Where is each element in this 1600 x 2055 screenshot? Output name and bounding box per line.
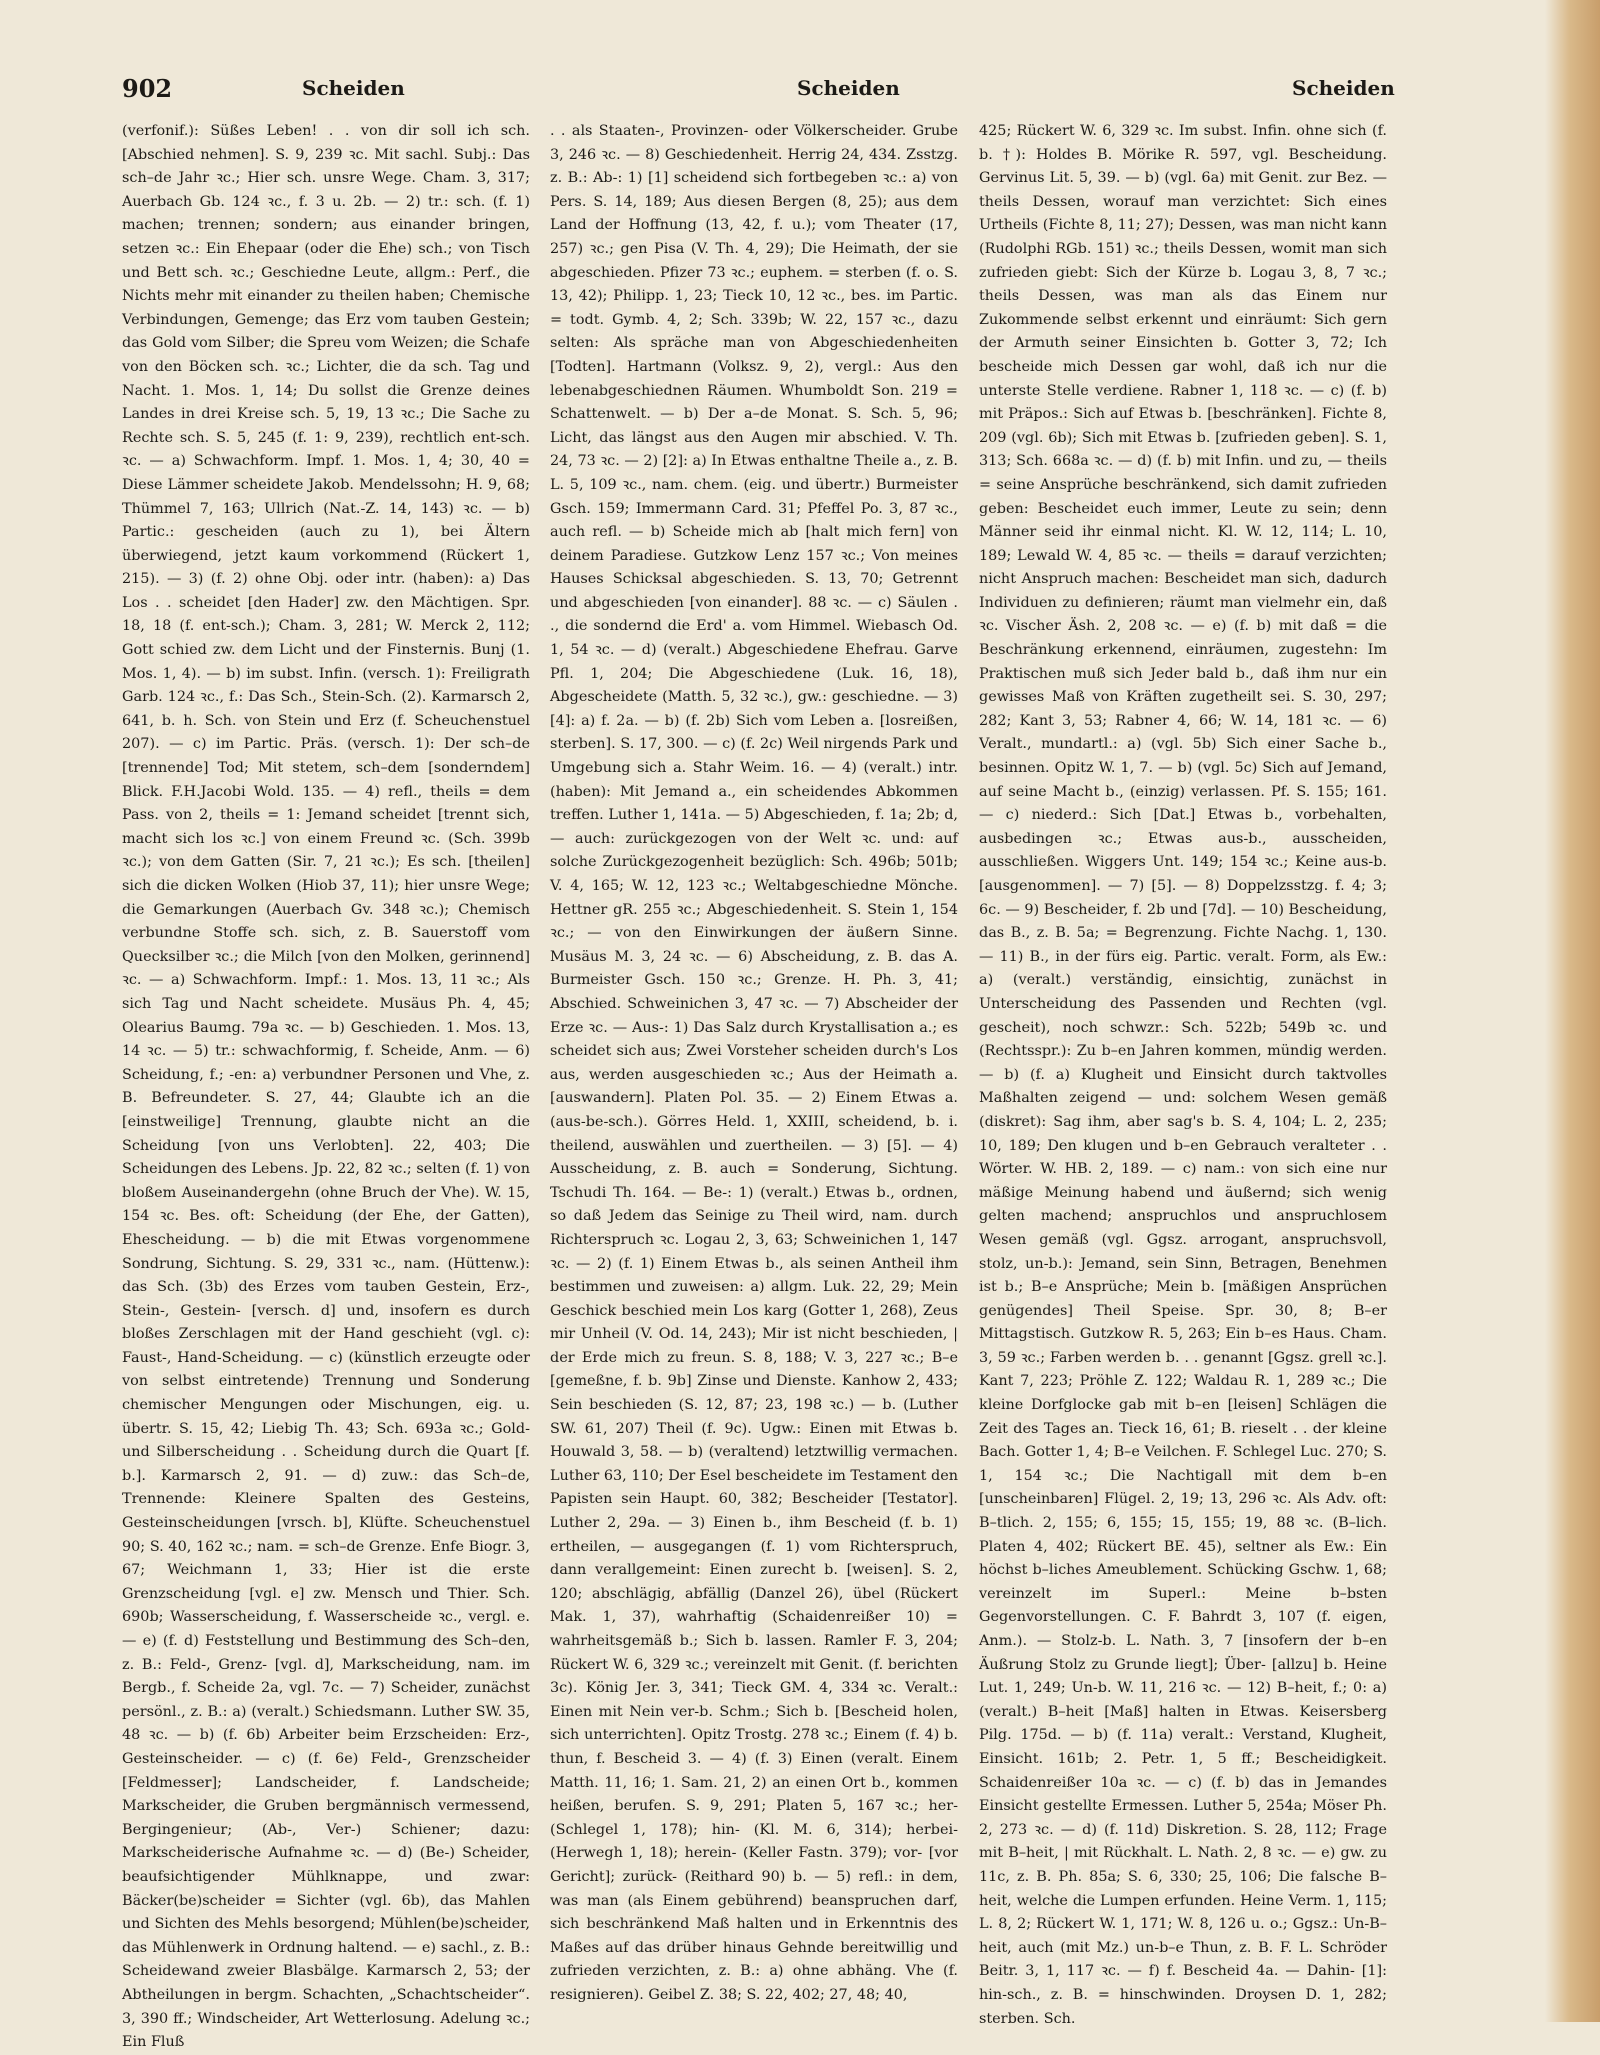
running-header <box>122 74 1395 114</box>
column-right-text: 425; Rückert W. 6, 329 ꝛc. Im subst. Infin. ohne sich (f. b. †): Holdes B. Mörike R. 597, vgl. Bescheidung. Gervinus Lit. 5, 39. — b) (vgl. 6a) mit Genit. zur Bez. — theils Dessen, worauf man verzichtet: Sich eines Urtheils (Fichte 8, 11; 27); Dessen, was man nicht kann (Rudolphi RGb. 151) ꝛc.; theils Dessen, womit man sich zufrieden giebt: Sich der Kürze b. Logau 3, 8, 7 ꝛc.; theils Dessen, was man als das Einem nur Zukommende selbst erkennt und einräumt: Sich gern der Armuth seiner Einsichten b. Gotter 3, 72; Ich bescheide mich Dessen gar wohl, daß ich nur die unterste Stelle verdiene. Rabner 1, 118 ꝛc. — c) (f. b) mit Präpos.: Sich auf Etwas b. [beschränken]. Fichte 8, 209 (vgl. 6b); Sich mit Etwas b. [zufrieden geben]. S. 1, 313; Sch. 668a ꝛc. — d) (f. b) mit Infin. und zu, — theils = seine Ansprüche beschränkend, sich damit zufrieden geben: Bescheidet euch immer, Leute zu sein; denn Männer seid ihr einmal nicht. Kl. W. 12, 114; L. 10, 189; Lewald W. 4, 85 ꝛc. — theils = darauf verzichten; nicht Anspruch machen: Bescheidet man sich, dadurch Individuen zu definieren; räumt man vielmehr ein, daß ꝛc. Vischer Äsh. 2, 208 ꝛc. — e) (f. b) mit daß = die Beschränkung erkennend, einräumen, zugestehn: Im Praktischen muß sich Jeder bald b., daß ihm nur ein gewisses Maß von Kräften zugetheilt sei. S. 30, 297; 282; Kant 3, 53; Rabner 4, 66; W. 14, 181 ꝛc. — 6) Veralt., mundartl.: a) (vgl. 5b) Sich einer Sache b., besinnen. Opitz W. 1, 7. — b) (vgl. 5c) Sich auf Jemand, auf seine Macht b., (einzig) verlassen. Pf. S. 155; 161. — c) niederd.: Sich [Dat.] Etwas b., vorbehalten, ausbedingen ꝛc.; Etwas aus-b., ausscheiden, ausschließen. Wiggers Unt. 149; 154 ꝛc.; Keine aus-b. [ausgenommen]. — 7) [5]. — 8) Doppelzsstzg. f. 4; 3; 6c. — 9) Bescheider, f. 2b und [7d]. — 10) Bescheidung, das B., z. B. 5a; = Begrenzung. Fichte Nachg. 1, 130. — 11) B., in der fürs eig. Partic. veralt. Form, als Ew.: a) (veralt.) verständig, einsichtig, zunächst in Unterscheidung des Passenden und Rechten (vgl. gescheit), noch schwzr.: Sch. 522b; 549b ꝛc. und (Rechtsspr.): Zu b–en Jahren kommen, mündig werden. — b) (f. a) Klugheit und Einsicht durch taktvolles Maßhalten zeigend — und: solchem Wesen gemäß (diskret): Sag ihm, aber sag's b. S. 4, 104; L. 2, 235; 10, 189; Den klugen und b–en Gebrauch veralteter . . Wörter. W. HB. 2, 189. — c) nam.: von sich eine nur mäßige Meinung habend und äußernd; sich wenig gelten machend; anspruchlos und anspruchlosem Wesen gemäß (vgl. Ggsz. arrogant, anspruchsvoll, stolz, un-b.): Jemand, sein Sinn, Betragen, Benehmen ist b.; B–e Ansprüche; Mein b. [mäßigen Ansprüchen genügendes] Theil Speise. Spr. 30, 8; B–er Mittagstisch. Gutzkow R. 5, 263; Ein b–es Haus. Cham. 3, 59 ꝛc.; Farben werden b. . . genannt [Ggsz. grell ꝛc.]. Kant 7, 223; Pröhle Z. 122; Waldau R. 1, 289 ꝛc.; Die kleine Dorfglocke gab mit b–en [leisen] Schlägen die Zeit des Tages an. Tieck 16, 61; B. rieselt . . der kleine Bach. Gotter 1, 4; B–e Veilchen. F. Schlegel Luc. 270; S. 1, 154 ꝛc.; Die Nachtigall mit dem b–en [unscheinbaren] Flügel. 2, 19; 13, 296 ꝛc. Als Adv. oft: B–tlich. 2, 155; 6, 155; 15, 155; 19, 88 ꝛc. (B–lich. Platen 4, 402; Rückert BE. 45), seltner als Ew.: Ein höchst b–liches Ameublement. Schücking Gschw. 1, 68; vereinzelt im Superl.: Meine b–bsten Gegenvorstellungen. C. F. Bahrdt 3, 107 (f. eigen, Anm.). — Stolz-b. L. Nath. 3, 7 [insofern der b–en Äußrung Stolz zu Grunde liegt]; Über- [allzu] b. Heine Lut. 1, 249; Un-b. W. 11, 216 ꝛc. — 12) B–heit, f.; 0: a) (veralt.) B–heit [Maß] halten in Etwas. Keisersberg Pilg. 175d. — b) (f. 11a) veralt.: Verstand, Klugheit, Einsicht. 161b; 2. Petr. 1, 5 ff.; Bescheidigkeit. Schaidenreißer 10a ꝛc. — c) (f. b) das in Jemandes Einsicht gestellte Ermessen. Luther 5, 254a; Möser Ph. 2, 273 ꝛc. — d) (f. 11d) Diskretion. S. 28, 112; Frage mit B–heit, | mit Rückhalt. L. Nath. 2, 8 ꝛc. — e) gw. zu 11c, z. B. Ph. 85a; S. 6, 330; 25, 106; Die falsche B–heit, welche die Lumpen erfunden. Heine Verm. 1, 115; L. 8, 2; Rückert W. 1, 171; W. 8, 126 u. o.; Ggsz.: Un-B–heit, auch (mit Mz.) un-b–e Thun, z. B. F. L. Schröder Beitr. 3, 1, 117 ꝛc. — f) f. Bescheid 4a. — Dahin- [1]: hin-sch., z. B. = hinschwinden. Droysen D. 1, 282; sterben. Sch. <box>979 123 1387 2027</box>
column-right <box>979 120 1387 2027</box>
left-headword: Scheiden <box>302 76 405 100</box>
center-headword: Scheiden <box>797 76 900 100</box>
dictionary-columns <box>122 120 1390 2051</box>
page-number: 902 <box>122 74 173 103</box>
column-middle-text: . . als Staaten-, Provinzen- oder Völkerscheider. Grube 3, 246 ꝛc. — 8) Geschiedenheit. Herrig 24, 434. Zsstzg. z. B.: Ab-: 1) [1] scheidend sich fortbegeben ꝛc.: a) von Pers. S. 14, 189; Aus diesen Bergen (8, 25); aus dem Land der Hoffnung (13, 42, f. u.); vom Theater (17, 257) ꝛc.; gen Pisa (V. Th. 4, 29); Die Heimath, der sie abgeschieden. Pfizer 73 ꝛc.; euphem. = sterben (f. o. S. 13, 42); Philipp. 1, 23; Tieck 10, 12 ꝛc., bes. im Partic. = todt. Gymb. 4, 2; Sch. 339b; W. 22, 157 ꝛc., dazu selten: Als spräche man von Abgeschiedenheiten [Todten]. Hartmann (Volksz. 9, 2), vergl.: Aus den lebenabgeschiednen Räumen. Whumboldt Son. 219 = Schattenwelt. — b) Der a–de Monat. S. Sch. 5, 96; Licht, das längst aus den Augen mir abschied. V. Th. 24, 73 ꝛc. — 2) [2]: a) In Etwas enthaltne Theile a., z. B. L. 5, 109 ꝛc., nam. chem. (eig. und übertr.) Burmeister Gsch. 159; Immermann Card. 31; Pfeffel Po. 3, 87 ꝛc., auch refl. — b) Scheide mich ab [halt mich fern] von deinem Paradiese. Gutzkow Lenz 157 ꝛc.; Von meines Hauses Schicksal abgeschieden. S. 13, 70; Getrennt und abgeschieden [von einander]. 88 ꝛc. — c) Säulen . ., die sondernd die Erd' a. vom Himmel. Wiebasch Od. 1, 54 ꝛc. — d) (veralt.) Abgeschiedene Ehefrau. Garve Pfl. 1, 204; Die Abgeschiedene (Luk. 16, 18), Abgescheidete (Matth. 5, 32 ꝛc.), gw.: geschiedne. — 3) [4]: a) f. 2a. — b) (f. 2b) Sich vom Leben a. [losreißen, sterben]. S. 17, 300. — c) (f. 2c) Weil nirgends Park und Umgebung sich a. Stahr Weim. 16. — 4) (veralt.) intr. (haben): Mit Jemand a., ein scheidendes Abkommen treffen. Luther 1, 141a. — 5) Abgeschieden, f. 1a; 2b; d, — auch: zurückgezogen von der Welt ꝛc. und: auf solche Zurückgezogenheit bezüglich: Sch. 496b; 501b; V. 4, 165; W. 12, 123 ꝛc.; Weltabgeschiedne Mönche. Hettner gR. 255 ꝛc.; Abgeschiedenheit. S. Stein 1, 154 ꝛc.; — von den Einwirkungen der äußern Sinne. Musäus M. 3, 24 ꝛc. — 6) Abscheidung, z. B. das A. Burmeister Gsch. 150 ꝛc.; Grenze. H. Ph. 3, 41; Abschied. Schweinichen 3, 47 ꝛc. — 7) Abscheider der Erze ꝛc. — Aus-: 1) Das Salz durch Krystallisation a.; es scheidet sich aus; Zwei Vorsteher scheiden durch's Los aus, werden ausgeschieden ꝛc.; Aus der Heimath a. [auswandern]. Platen Pol. 35. — 2) Einem Etwas a. (aus-be-sch.). Görres Held. 1, XXIII, scheidend, b. i. theilend, auswählen und zuertheilen. — 3) [5]. — 4) Ausscheidung, z. B. auch = Sonderung, Sichtung. Tschudi Th. 164. — Be-: 1) (veralt.) Etwas b., ordnen, so daß Jedem das Seinige zu Theil wird, nam. durch Richterspruch ꝛc. Logau 2, 3, 63; Schweinichen 1, 147 ꝛc. — 2) (f. 1) Einem Etwas b., als seinen Antheil ihm bestimmen und zuweisen: a) allgm. Luk. 22, 29; Mein Geschick beschied mein Los karg (Gotter 1, 268), Zeus mir Unheil (V. Od. 14, 243); Mir ist nicht beschieden, | der Erde mich zu freun. S. 8, 188; V. 3, 227 ꝛc.; B–e [gemeßne, f. b. 9b] Zinse und Dienste. Kanhow 2, 433; Sein beschieden (S. 12, 87; 23, 198 ꝛc.) — b. (Luther SW. 61, 207) Theil (f. 9c). Ugw.: Einen mit Etwas b. Houwald 3, 58. — b) (veraltend) letztwillig vermachen. Luther 63, 110; Der Esel bescheidete im Testament den Papisten sein Haupt. 60, 382; Bescheider [Testator]. Luther 2, 29a. — 3) Einen b., ihm Bescheid (f. b. 1) ertheilen, — ausgegangen (f. 1) vom Richterspruch, dann verallgemeint: Einen zurecht b. [weisen]. S. 2, 120; abschlägig, abfällig (Danzel 26), übel (Rückert Mak. 1, 37), wahrhaftig (Schaidenreißer 10) = wahrheitsgemäß b.; Sich b. lassen. Ramler F. 3, 204; Rückert W. 6, 329 ꝛc.; vereinzelt mit Genit. (f. berichten 3c). König Jer. 3, 341; Tieck GM. 4, 334 ꝛc. Veralt.: Einen mit Nein ver-b. Schm.; Sich b. [Bescheid holen, sich unterrichten]. Opitz Trostg. 278 ꝛc.; Einem (f. 4) b. thun, f. Bescheid 3. — 4) (f. 3) Einen (veralt. Einem Matth. 11, 16; 1. Sam. 21, 2) an einen Ort b., kommen heißen, berufen. S. 9, 291; Platen 5, 167 ꝛc.; her- (Schlegel 1, 178); hin- (Kl. M. 6, 314); herbei- (Herwegh 1, 18); herein- (Keller Fastn. 379); vor- [vor Gericht]; zurück- (Reithard 90) b. — 5) refl.: in dem, was man (als Einem gebührend) beanspruchen darf, sich beschränkend Maß halten und in Erkenntnis des Maßes auf das drüber hinaus Gehnde bereitwillig und zufrieden verzichten, z. B.: a) ohne abhäng. Vhe (f. resignieren). Geibel Z. 38; S. 22, 402; 27, 48; 40, <box>550 123 958 2003</box>
column-left <box>122 120 530 2051</box>
right-headword: Scheiden <box>1292 76 1395 100</box>
page-edge-discoloration <box>1545 0 1600 2022</box>
column-left-text: (verfonif.): Süßes Leben! . . von dir soll ich sch. [Abschied nehmen]. S. 9, 239 ꝛc. Mit sachl. Subj.: Das sch–de Jahr ꝛc.; Hier sch. unsre Wege. Cham. 3, 317; Auerbach Gb. 124 ꝛc., f. 3 u. 2b. — 2) tr.: sch. (f. 1) machen; trennen; sondern; aus einander bringen, setzen ꝛc.: Ein Ehepaar (oder die Ehe) sch.; von Tisch und Bett sch. ꝛc.; Geschiedne Leute, allgm.: Perf., die Nichts mehr mit einander zu theilen haben; Chemische Verbindungen, Gemenge; das Erz vom tauben Gestein; das Gold vom Silber; die Spreu vom Weizen; die Schafe von den Böcken sch. ꝛc.; Lichter, die da sch. Tag und Nacht. 1. Mos. 1, 14; Du sollst die Grenze deines Landes in drei Kreise sch. 5, 19, 13 ꝛc.; Die Sache zu Rechte sch. S. 5, 245 (f. 1: 9, 239), rechtlich ent-sch. ꝛc. — a) Schwachform. Impf. 1. Mos. 1, 4; 30, 40 = Diese Lämmer scheidete Jakob. Mendelssohn; H. 9, 68; Thümmel 7, 163; Ullrich (Nat.-Z. 14, 143) ꝛc. — b) Partic.: gescheiden (auch zu 1), bei Ältern überwiegend, jetzt kaum vorkommend (Rückert 1, 215). — 3) (f. 2) ohne Obj. oder intr. (haben): a) Das Los . . scheidet [den Hader] zw. den Mächtigen. Spr. 18, 18 (f. ent-sch.); Cham. 3, 281; W. Merck 2, 112; Gott schied zw. dem Licht und der Finsternis. Bunj (1. Mos. 1, 4). — b) im subst. Infin. (versch. 1): Freiligrath Garb. 124 ꝛc., f.: Das Sch., Stein-Sch. (2). Karmarsch 2, 641, b. h. Sch. von Stein und Erz (f. Scheuchenstuel 207). — c) im Partic. Präs. (versch. 1): Der sch–de [trennende] Tod; Mit stetem, sch–dem [sonderndem] Blick. F.H.Jacobi Wold. 135. — 4) refl., theils = dem Pass. von 2, theils = 1: Jemand scheidet [trennt sich, macht sich los ꝛc.] von einem Freund ꝛc. (Sch. 399b ꝛc.); von dem Gatten (Sir. 7, 21 ꝛc.); Es sch. [theilen] sich die dicken Wolken (Hiob 37, 11); hier unsre Wege; die Gemarkungen (Auerbach Gv. 348 ꝛc.); Chemisch verbundne Stoffe sch. sich, z. B. Sauerstoff vom Quecksilber ꝛc.; die Milch [von den Molken, gerinnend] ꝛc. — a) Schwachform. Impf.: 1. Mos. 13, 11 ꝛc.; Als sich Tag und Nacht scheidete. Musäus Ph. 4, 45; Olearius Baumg. 79a ꝛc. — b) Geschieden. 1. Mos. 13, 14 ꝛc. — 5) tr.: schwachformig, f. Scheide, Anm. — 6) Scheidung, f.; -en: a) verbundner Personen und Vhe, z. B. Befreundeter. S. 27, 44; Glaubte ich an die [einstweilige] Trennung, glaubte nicht an die Scheidung [von uns Verlobten]. 22, 403; Die Scheidungen des Lebens. Jp. 22, 82 ꝛc.; selten (f. 1) von bloßem Auseinandergehn (ohne Bruch der Vhe). W. 15, 154 ꝛc. Bes. oft: Scheidung (der Ehe, der Gatten), Ehescheidung. — b) die mit Etwas vorgenommene Sondrung, Sichtung. S. 29, 331 ꝛc., nam. (Hüttenw.): das Sch. (3b) des Erzes vom tauben Gestein, Erz-, Stein-, Gestein- [versch. d] und, insofern es durch bloßes Zerschlagen mit der Hand geschieht (vgl. c): Faust-, Hand-Scheidung. — c) (künstlich erzeugte oder von selbst eintretende) Trennung und Sonderung chemischer Mengungen oder Mischungen, eig. u. übertr. S. 15, 42; Liebig Th. 43; Sch. 693a ꝛc.; Gold- und Silberscheidung . . Scheidung durch die Quart [f. b.]. Karmarsch 2, 91. — d) zuw.: das Sch–de, Trennende: Kleinere Spalten des Gesteins, Gesteinscheidungen [vrsch. b], Klüfte. Scheuchenstuel 90; S. 40, 162 ꝛc.; nam. = sch–de Grenze. Enfe Biogr. 3, 67; Weichmann 1, 33; Hier ist die erste Grenzscheidung [vgl. e] zw. Mensch und Thier. Sch. 690b; Wasserscheidung, f. Wasserscheide ꝛc., vergl. e. — e) (f. d) Feststellung und Bestimmung des Sch–den, z. B.: Feld-, Grenz- [vgl. d], Markscheidung, nam. im Bergb., f. Scheide 2a, vgl. 7c. — 7) Scheider, zunächst persönl., z. B.: a) (veralt.) Schiedsmann. Luther SW. 35, 48 ꝛc. — b) (f. 6b) Arbeiter beim Erzscheiden: Erz-, Gesteinscheider. — c) (f. 6e) Feld-, Grenzscheider [Feldmesser]; Landscheider, f. Landscheide; Markscheider, die Gruben bergmännisch vermessend, Bergingenieur; (Ab-, Ver-) Schiener; dazu: Markscheiderische Aufnahme ꝛc. — d) (Be-) Scheider, beaufsichtigender Mühlknappe, und zwar: Bäcker(be)scheider = Sichter (vgl. 6b), das Mahlen und Sichten des Mehls besorgend; Mühlen(be)scheider, das Mühlenwerk in Ordnung haltend. — e) sachl., z. B.: Scheidewand zweier Blasbälge. Karmarsch 2, 53; der Abtheilungen in bergm. Schachten, „Schachtscheider“. 3, 390 ff.; Windscheider, Art Wetterlosung. Adelung ꝛc.; Ein Fluß <box>122 123 530 2051</box>
column-middle <box>550 120 958 2003</box>
